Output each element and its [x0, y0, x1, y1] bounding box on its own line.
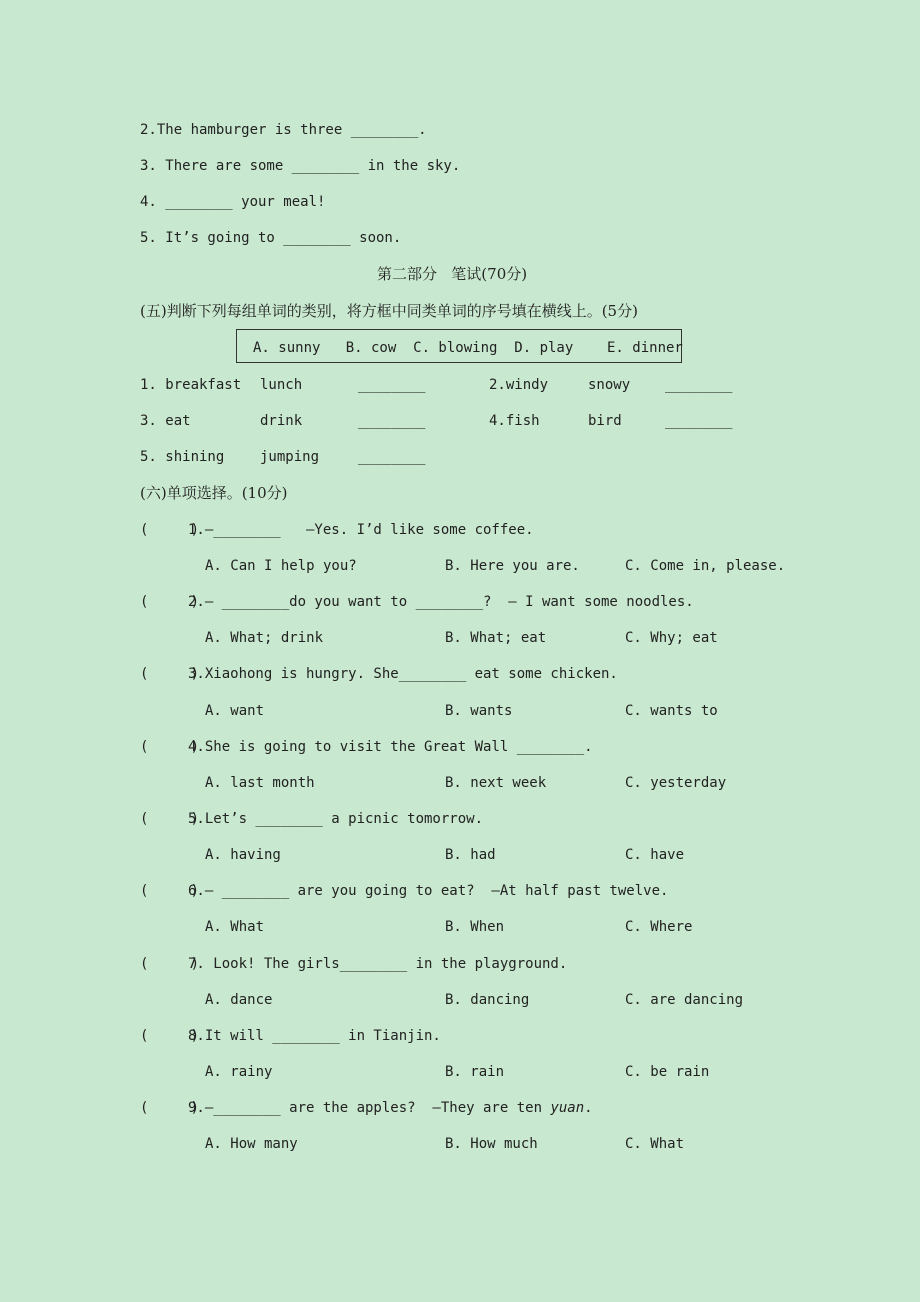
- q9-stem-suffix: .: [584, 1100, 593, 1116]
- answer-paren: ( ): [140, 811, 200, 827]
- q1-option-a: A. Can I help you?: [205, 558, 357, 574]
- q2-option-a: A. What; drink: [205, 630, 324, 646]
- q3-option-a: A. want: [205, 703, 265, 719]
- q9-option-a: A. How many: [205, 1136, 298, 1152]
- q9-option-b: B. How much: [445, 1136, 538, 1152]
- answer-paren: ( ): [140, 522, 200, 538]
- s5-row3-left-blank: ________: [358, 449, 426, 465]
- section6-heading: (六)单项选择。(10分): [140, 484, 288, 502]
- answer-paren: ( ): [140, 1028, 200, 1044]
- fill-in-5: 5. It’s going to ________ soon.: [140, 230, 402, 246]
- q5-stem: 5.Let’s ________ a picnic tomorrow.: [188, 811, 484, 827]
- q8-option-b: B. rain: [445, 1064, 505, 1080]
- answer-paren: ( ): [140, 739, 200, 755]
- q9-stem: [188, 1099, 593, 1117]
- word-box-text: A. sunny B. cow C. blowing D. play E. dinner: [253, 340, 683, 356]
- q9-stem-italic: yuan: [550, 1100, 585, 1116]
- answer-paren: ( ): [140, 1100, 200, 1116]
- answer-paren: ( ): [140, 956, 200, 972]
- s5-row1-left-num: 1. breakfast: [140, 377, 242, 393]
- q7-stem: 7. Look! The girls________ in the playground.: [188, 956, 568, 972]
- q1-option-c: C. Come in, please.: [625, 558, 786, 574]
- s5-row3-left-num: 5. shining: [140, 449, 225, 465]
- q5-option-b: B. had: [445, 847, 496, 863]
- answer-paren: ( ): [140, 883, 200, 899]
- q1-stem: 1.—________ —Yes. I’d like some coffee.: [188, 522, 534, 538]
- s5-row1-right-blank: ________: [665, 377, 733, 393]
- q6-option-c: C. Where: [625, 919, 693, 935]
- s5-row2-left-word: drink: [260, 413, 303, 429]
- q1-option-b: B. Here you are.: [445, 558, 580, 574]
- s5-row2-right-blank: ________: [665, 413, 733, 429]
- section5-heading: (五)判断下列每组单词的类别，将方框中同类单词的序号填在横线上。(5分): [140, 302, 638, 320]
- s5-row2-right-word: bird: [588, 413, 622, 429]
- s5-row3-left-word: jumping: [260, 449, 320, 465]
- s5-row1-left-word: lunch: [260, 377, 303, 393]
- q2-stem: 2.— ________do you want to ________? — I want some noodles.: [188, 594, 694, 610]
- q2-option-b: B. What; eat: [445, 630, 547, 646]
- answer-paren: ( ): [140, 666, 200, 682]
- s5-row2-left-blank: ________: [358, 413, 426, 429]
- q4-option-c: C. yesterday: [625, 775, 727, 791]
- q9-option-c: C. What: [625, 1136, 685, 1152]
- q7-option-a: A. dance: [205, 992, 273, 1008]
- s5-row2-right-num: 4.fish: [489, 413, 540, 429]
- s5-row2-left-num: 3. eat: [140, 413, 191, 429]
- q4-stem: 4.She is going to visit the Great Wall ________.: [188, 739, 593, 755]
- s5-row1-right-num: 2.windy: [489, 377, 549, 393]
- part2-title: 第二部分 笔试(70分): [377, 265, 528, 283]
- q6-option-b: B. When: [445, 919, 505, 935]
- q7-option-b: B. dancing: [445, 992, 530, 1008]
- q5-option-a: A. having: [205, 847, 281, 863]
- fill-in-3: 3. There are some ________ in the sky.: [140, 158, 461, 174]
- q5-option-c: C. have: [625, 847, 685, 863]
- q6-option-a: A. What: [205, 919, 265, 935]
- q3-stem: 3.Xiaohong is hungry. She________ eat some chicken.: [188, 666, 618, 682]
- q4-option-a: A. last month: [205, 775, 315, 791]
- q3-option-b: B. wants: [445, 703, 513, 719]
- fill-in-4: 4. ________ your meal!: [140, 194, 326, 210]
- q8-option-a: A. rainy: [205, 1064, 273, 1080]
- q9-stem-prefix: 9.—________ are the apples? —They are ten: [188, 1100, 551, 1116]
- q8-option-c: C. be rain: [625, 1064, 710, 1080]
- fill-in-2: 2.The hamburger is three ________.: [140, 122, 427, 138]
- q6-stem: 6.— ________ are you going to eat? —At half past twelve.: [188, 883, 669, 899]
- q8-stem: 8.It will ________ in Tianjin.: [188, 1028, 441, 1044]
- q3-option-c: C. wants to: [625, 703, 718, 719]
- s5-row1-left-blank: ________: [358, 377, 426, 393]
- q7-option-c: C. are dancing: [625, 992, 744, 1008]
- answer-paren: ( ): [140, 594, 200, 610]
- q2-option-c: C. Why; eat: [625, 630, 718, 646]
- s5-row1-right-word: snowy: [588, 377, 631, 393]
- q4-option-b: B. next week: [445, 775, 547, 791]
